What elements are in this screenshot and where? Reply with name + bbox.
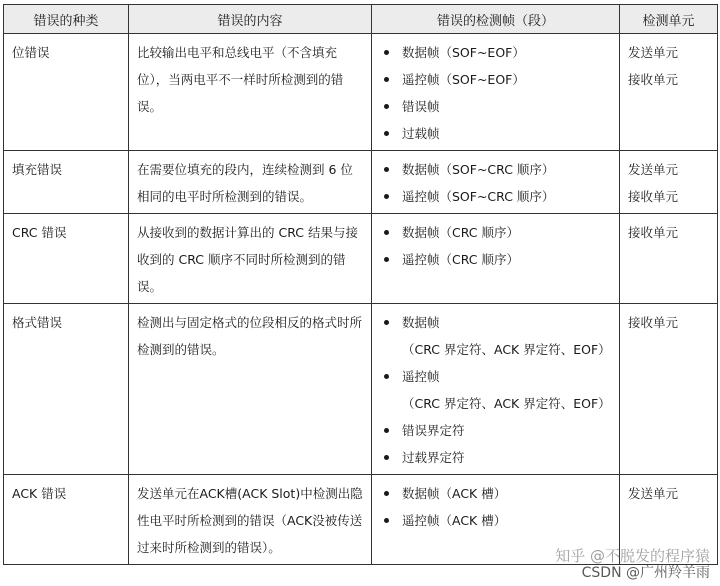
watermark-csdn: CSDN @广州羚羊雨 xyxy=(581,565,710,581)
watermark-zhihu: 知乎 @不脱发的程序猿 xyxy=(555,547,710,565)
frame-list-item xyxy=(380,444,613,471)
detection-unit: 接收单元 xyxy=(628,189,679,204)
frame-list-item xyxy=(380,219,613,246)
frame-segments: （CRC 界定符、ACK 界定符、EOF） xyxy=(402,342,611,357)
frame-name: 遥控帧（SOF~CRC 顺序） xyxy=(402,189,555,204)
table-row xyxy=(4,304,718,475)
frame-name: 数据帧（SOF~EOF） xyxy=(402,45,525,60)
frame-name: 过载帧 xyxy=(402,126,440,141)
detection-unit: 发送单元 xyxy=(628,45,679,60)
error-type-cell: 填充错误 xyxy=(4,151,129,214)
detection-unit: 接收单元 xyxy=(628,72,679,87)
frame-name: 错误界定符 xyxy=(402,423,465,438)
frame-segments: （CRC 界定符、ACK 界定符、EOF） xyxy=(402,396,611,411)
detection-frame-cell xyxy=(372,304,620,475)
frame-list xyxy=(380,309,613,471)
frame-list-item xyxy=(380,507,613,534)
error-content-cell: 发送单元在ACK槽(ACK Slot)中检测出隐性电平时所检测到的错误（ACK没被传送过来时所检测到的错误）。 xyxy=(129,475,372,565)
frame-name: 数据帧（SOF~CRC 顺序） xyxy=(402,162,555,177)
frame-list xyxy=(380,39,613,147)
table-header-row xyxy=(4,5,718,34)
frame-name: 遥控帧（SOF~EOF） xyxy=(402,72,525,87)
frame-list-item xyxy=(380,417,613,444)
detection-unit-cell xyxy=(620,304,718,475)
error-content-cell: 比较输出电平和总线电平（不含填充位），当两电平不一样时所检测到的错误。 xyxy=(129,34,372,151)
error-types-table xyxy=(3,4,718,565)
error-type-cell: ACK 错误 xyxy=(4,475,129,565)
frame-name: 数据帧 xyxy=(402,315,440,330)
error-type-cell: 格式错误 xyxy=(4,304,129,475)
table-row xyxy=(4,151,718,214)
frame-list xyxy=(380,156,613,210)
frame-name: 遥控帧（CRC 顺序） xyxy=(402,252,519,267)
frame-list-item xyxy=(380,120,613,147)
detection-unit: 接收单元 xyxy=(628,225,679,240)
frame-list-item xyxy=(380,309,613,363)
frame-list-item xyxy=(380,246,613,273)
frame-list xyxy=(380,219,613,273)
header-error-content: 错误的内容 xyxy=(129,5,372,34)
error-type-cell: 位错误 xyxy=(4,34,129,151)
frame-name: 遥控帧 xyxy=(402,369,440,384)
header-error-type: 错误的种类 xyxy=(4,5,129,34)
detection-frame-cell xyxy=(372,214,620,304)
header-detection-frame: 错误的检测帧（段） xyxy=(372,5,620,34)
frame-list-item xyxy=(380,39,613,66)
frame-name: 数据帧（CRC 顺序） xyxy=(402,225,519,240)
frame-name: 过载界定符 xyxy=(402,450,465,465)
detection-frame-cell xyxy=(372,34,620,151)
frame-list-item xyxy=(380,93,613,120)
frame-name: 错误帧 xyxy=(402,99,440,114)
detection-unit: 发送单元 xyxy=(628,162,679,177)
detection-unit: 发送单元 xyxy=(628,486,679,501)
detection-unit-cell xyxy=(620,214,718,304)
table-row xyxy=(4,214,718,304)
watermark xyxy=(555,548,710,582)
table-row xyxy=(4,34,718,151)
frame-list-item xyxy=(380,156,613,183)
error-content-cell: 在需要位填充的段内，连续检测到 6 位相同的电平时所检测到的错误。 xyxy=(129,151,372,214)
frame-list xyxy=(380,480,613,534)
detection-unit-cell xyxy=(620,151,718,214)
header-detection-unit: 检测单元 xyxy=(620,5,718,34)
frame-list-item xyxy=(380,66,613,93)
frame-list-item xyxy=(380,183,613,210)
frame-list-item xyxy=(380,363,613,417)
detection-frame-cell xyxy=(372,151,620,214)
detection-unit-cell xyxy=(620,34,718,151)
frame-list-item xyxy=(380,480,613,507)
error-type-cell: CRC 错误 xyxy=(4,214,129,304)
frame-name: 遥控帧（ACK 槽） xyxy=(402,513,507,528)
error-content-cell: 检测出与固定格式的位段相反的格式时所检测到的错误。 xyxy=(129,304,372,475)
error-content-cell: 从接收到的数据计算出的 CRC 结果与接收到的 CRC 顺序不同时所检测到的错误。 xyxy=(129,214,372,304)
frame-name: 数据帧（ACK 槽） xyxy=(402,486,507,501)
detection-unit: 接收单元 xyxy=(628,315,679,330)
